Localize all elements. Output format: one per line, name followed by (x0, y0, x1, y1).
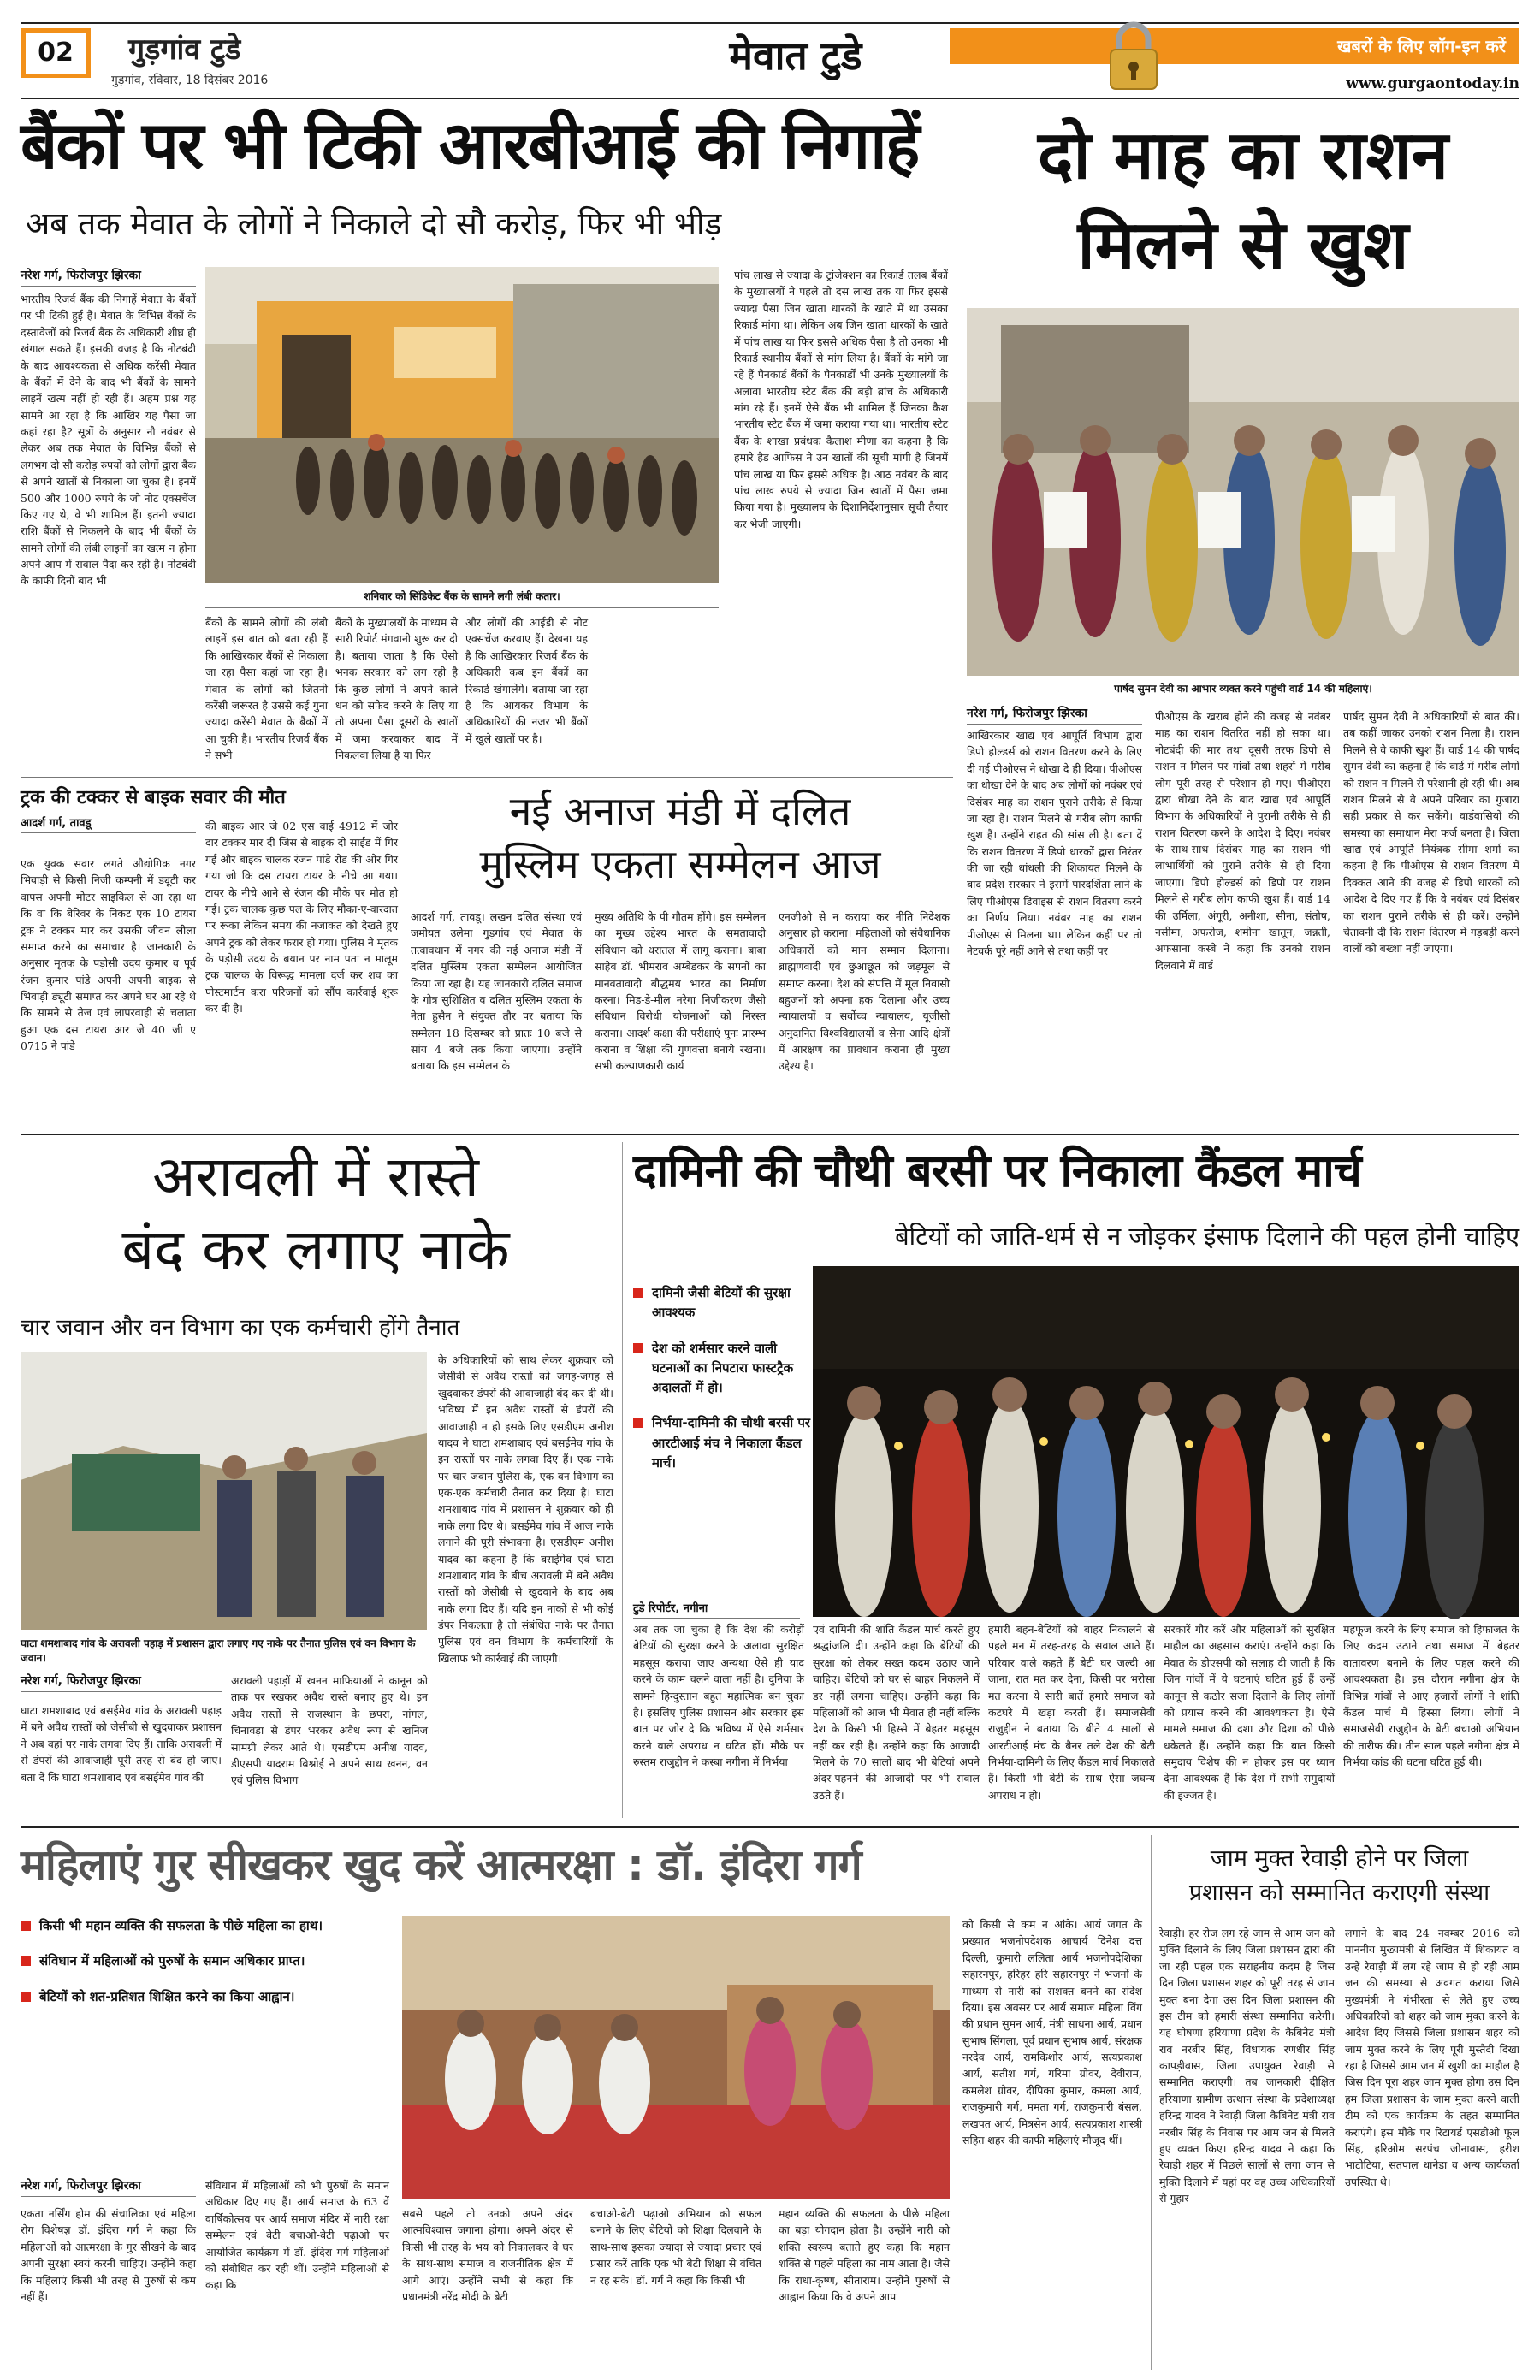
bullet-damini-1 (633, 1283, 813, 1323)
text-damini-col2: एवं दामिनी की शांति कैंडल मार्च करते हुए श्रद्धांजलि दी। उन्होंने कहा कि बेटियों की सुरक्षा को लेकर सख्त कदम उठाए जाने चाहिए। बेटियों को घर से बाहर निकलने में डर नहीं लगना चाहिए। उन्होंने कहा कि महिलाओं को आज भी मेवात ही नहीं बल्कि देश के किसी भी हिस्से में बेहतर महसूस नहीं कर रही है। उन्होंने कहा कि आजादी मिलने के 70 सालों बाद भी बेटियां अपने अंदर-पहनने की आजादी पर भी सवाल उठते हैं। (813, 1623, 980, 1802)
masthead-top-rule (21, 22, 1519, 24)
bullet-indira-1 (21, 1916, 388, 1936)
caption-women-ration: पार्षद सुमन देवी का आभार व्यक्त करने पहुंची वार्ड 14 की महिलाएं। (1114, 683, 1372, 695)
text-rbi-col2: बैंकों के सामने लोगों की लंबी लाइनें इस बात को बता रही हैं कि आखिरकार बैंकों से निकाला जा रहा पैसा कहां जा रहा है। मेवात के लोगों को जितनी करेंसी जरूरत है उससे कई गुना ज्यादा करेंसी मेवात के बैंकों में आ चुकी है। भारतीय रिजर्व बैंक ने सभी (205, 616, 328, 761)
page-number: 02 (26, 33, 86, 74)
text-indira-col1: एकता नर्सिंग होम की संचालिका एवं महिला रोग विशेषज्ञ डॉ. इंदिरा गर्ग ने कहा कि महिलाओं को आत्मरक्षा के गुर सीखने के बाद अपनी सुरक्षा स्वयं करनी चाहिए। उन्होंने कहा कि महिलाएं किसी भी तरह से पुरुषों से कम नहीं हैं। (21, 2207, 196, 2303)
text-rewari-col1: रेवाड़ी। हर रोज लग रहे जाम से आम जन को मुक्ति दिलाने के लिए जिला प्रशासन द्वारा की जा रही पहल एक सराहनीय कदम है जिस दिन जिला प्रशासन शहर को पूरी तरह से जाम मुक्त बना देगा उस दिन जिला प्रशासन की इस टीम को हमारी संस्था सम्मानित करेगी। यह घोषणा हरियाणा प्रदेश के कैबिनेट मंत्री राव नरबीर सिंह, विधायक रणधीर सिंह कापड़ीवास, जिला उपायुक्त रेवाड़ी से सम्मानित कराएगी। तब जानकारी दीक्षित हरियाणा ग्रामीण उत्थान संस्था के प्रदेशाध्यक्ष हरिन्द्र यादव ने रेवाड़ी जिला कैबिनेट मंत्री राव नरबीर सिंह के निवास पर आम जन से मिलते हुए व्यक्त किए। हरिन्द्र यादव ने कहा कि रेवाड़ी शहर में पिछले सालों से लगा जाम से मुक्ति दिलाने में यहां पर वह उच्च अधिकारियों से गुहार (1159, 1927, 1335, 2205)
bullet-damini-1-text: दामिनी जैसी बेटियों की सुरक्षा आवश्यक (652, 1285, 791, 1321)
headline-rbi: बैंकों पर भी टिकी आरबीआई की निगाहें (21, 107, 919, 183)
headline-truck: ट्रक की टक्कर से बाइक सवार की मौत (21, 787, 286, 808)
headline-indira: महिलाएं गुर सीखकर खुद करें आत्मरक्षा : डॉ. इंदिरा गर्ग (21, 1840, 862, 1890)
login-text[interactable]: खबरों के लिए लॉग-इन करें (1337, 36, 1506, 56)
photo-bank-queue (205, 267, 719, 583)
caption-bank-queue: शनिवार को सिंडिकेट बैंक के सामने लगी लंबी कतार। (364, 590, 560, 602)
divider-h1 (21, 777, 953, 778)
bullet-indira-3 (21, 1987, 388, 2007)
bullet-square-icon (21, 1921, 31, 1931)
headline-dalit-1: नई अनाज मंडी में दलित (509, 788, 851, 834)
divider-h3 (21, 1826, 1519, 1828)
text-rbi-col4: और लोगों की आईडी से नोट एक्सचेंज करवाए हैं। देखना यह है कि आखिरकार रिजर्व बैंक के अधिकारी कब इन बैंकों का रिकार्ड खंगालेंगे। बताया जा रहा है कि आयकर विभाग के अधिकारियों की नजर भी बैंकों में खुले खातों पर है। (465, 616, 588, 745)
headline-dalit-2: मुस्लिम एकता सम्मेलन आज (479, 841, 881, 887)
subhead-damini: बेटियों को जाति-धर्म से न जोड़कर इंसाफ दिलाने की पहल होनी चाहिए (895, 1222, 1519, 1251)
bullet-indira-3-text: बेटियों को शत-प्रतिशत शिक्षित करने का किया आह्वान। (39, 1988, 295, 2004)
bullet-damini-2 (633, 1339, 813, 1399)
byline-aravali: नरेश गर्ग, फिरोजपुर झिरका (21, 1673, 222, 1692)
text-damini-col5: महफूज करने के लिए समाज को हिफाजत के लिए कदम उठाने तथा समाज में बेहतर वातावरण बनाने के लिए पहल करने की आवश्यकता है। इस दौरान नगीना क्षेत्र के विभिन्न गांवों से आए हजारों लोगों ने शांति कैंडल मार्च में हिस्सा लिया। लोगों ने समाजसेवी राजुद्दीन के बेटी बचाओ अभियान की तारीफ की। तीन साल पहले नगीना क्षेत्र में निर्भया कांड की घटना घटित हुई थी। (1343, 1623, 1519, 1768)
bullet-square-icon (21, 1956, 31, 1966)
byline-truck: आदर्श गर्ग, तावडू (21, 814, 196, 833)
byline-indira: नरेश गर्ग, फिरोजपुर झिरका (21, 2177, 196, 2197)
paper-name: गुड़गांव टुडे (128, 33, 241, 67)
photo-arya-samaj-event (402, 1916, 950, 2199)
bullet-indira-1-text: किसी भी महान व्यक्ति की सफलता के पीछे महिला का हाथ। (39, 1918, 323, 1933)
bullet-damini-3 (633, 1413, 813, 1473)
text-ration-col3: पार्षद सुमन देवी ने अधिकारियों से बात की। तब कहीं जाकर उनको राशन मिला है। राशन मिलने से वे काफी खुश हैं। वार्ड 14 की पार्षद सुमन देवी का कहना है कि वार्ड में गरीब लोगों को राशन न मिलने से परेशानी हो रही थी। अब राशन मिलने से वे अपने परिवार का गुजारा सही प्रकार से कर सकेंगे। वार्डवासियों की समस्या का समाधान मेरा फर्ज बनता है। जिला खाद्य एवं आपूर्ति नियंत्रक सीमा शर्मा का कहना है कि पीओएस से राशन वितरण में दिक्कत आने की वजह से डिपो धारकों को आदेश दे दिए गए हैं कि वे नवंबर एवं दिसंबर का राशन पुराने तरीके से ही करें। उन्होंने चेतावनी दी कि राशन वितरण में गड़बड़ी करने वालों को बख्शा नहीं जाएगा। (1343, 710, 1519, 956)
bullet-indira-2 (21, 1951, 388, 1971)
caption-aravali: घाटा शमशाबाद गांव के अरावली पहाड़ में प्रशासन द्वारा लगाए गए नाके पर तैनात पुलिस एवं वन विभाग के जवान। (21, 1637, 416, 1664)
text-indira-col5: महान व्यक्ति की सफलता के पीछे महिला का बड़ा योगदान होता है। उन्होंने नारी को शक्ति स्वरूप बताते हुए कहा कि महान शक्ति से पहले महिला का नाम आता है। जैसे कि राधा-कृष्ण, सीताराम। उन्होंने पुरुषों से आह्वान किया कि वे अपने आप (779, 2207, 950, 2303)
bullet-square-icon (21, 1992, 31, 2002)
headline-rewari-2: प्रशासन को सम्मानित कराएगी संस्था (1188, 1880, 1490, 1906)
photo-aravali-checkpost (21, 1352, 427, 1630)
masthead-bottom-rule (21, 98, 1519, 99)
text-rbi-col1: भारतीय रिजर्व बैंक की निगाहें मेवात के बैंकों पर भी टिकी हुई हैं। मेवात के विभिन्न बैंकों के दस्तावेजों को रिजर्व बैंक के अधिकारी शीघ्र ही खंगाल सकते हैं। इसकी वजह है कि नोटबंदी के बाद आवश्यकता से अधिक करेंसी मेवात के बैंकों में देने के बाद भी बैंकों के सामने लाइनें खत्म नहीं हो रही हैं। अहम प्रश्न यह सामने आ रहा है कि आखिर यह पैसा जा कहां रहा है? सूत्रों के अनुसार नौ नवंबर से लेकर अब तक मेवात के विभिन्न बैंकों से लगभग दो सौ करोड़ रुपयों को लोगों द्वारा बैंक से अपने खातों से निकाला जा चुका है। इनमें 500 और 1000 रुपये के जो नोट एक्सचेंज किए गए थे, वे भी शामिल हैं। इतनी ज्यादा राशि बैंकों से निकलने के बाद भी बैंकों के सामने लोगों की लंबी लाइनों का खत्म न होना अपने आप में सवाल पैदा कर रही है। नोटबंदी के काफी दिनों बाद भी (21, 293, 196, 588)
photo-women-ration (967, 308, 1519, 676)
divider-v2 (622, 1142, 623, 1818)
subhead-rbi: अब तक मेवात के लोगों ने निकाले दो सौ करोड़, फिर भी भीड़ (26, 205, 722, 242)
damini-bullets (633, 1283, 813, 1473)
divider-h2 (21, 1134, 1519, 1135)
text-rbi-col3: बैंकों के मुख्यालयों के माध्यम से सारी रिपोर्ट मंगवानी शुरू कर दी है। बताया जाता है कि ऐसी भनक सरकार को लग रही है कि कुछ लोगों ने अपने काले धन को सफेद करने के लिए या तो अपना पैसा दूसरों के खातों में जमा करवाकर बाद में निकलवा लिया है या फिर (335, 616, 458, 761)
bullet-damini-2-text: देश को शर्मसार करने वाली घटनाओं का निपटारा फास्टट्रैक अदालतों में हो। (652, 1340, 794, 1395)
text-ration-col2: पीओएस के खराब होने की वजह से नवंबर माह का राशन वितरित नहीं हो सका था। नोटबंदी की मार तथा दूसरी तरफ डिपो से राशन न मिलने पर गांवों तथा शहरों में गरीब लोग पूरी तरह से परेशान हो गए। पीओएस द्वारा धोखा देने के बाद खाद्य एवं आपूर्ति विभाग के अधिकारियों ने पुरानी तरीके से ही राशन वितरण करने के आदेश दे दिए। नवंबर के साथ-साथ दिसंबर माह का राशन भी लाभार्थियों को पुराने तरीके से ही दिया जाएगा। डिपो होल्डर्स को डिपो पर राशन मिलने से गरीब लोग काफी खुश हैं। वार्ड 14 की उर्मिला, अंगूरी, अनीशा, सीना, संतोष, नसीमा, अफरोज, शमीना खातून, जन्नती, अफसाना कस्बे ने कहा कि उनको राशन दिलवाने में वार्ड (1155, 710, 1330, 972)
text-dalit-col3: एनजीओ से न कराया कर नीति निदेशक अनुसार हो कराना। महिलाओं को संवैधानिक अधिकारों को मान सम्मान दिलाना। ब्राह्मणवादी एवं छुआछूत को जड़मूल से समाप्त करना। देश को संपत्ति में मूल निवासी बहुजनों को अपना हक दिलाना और उच्च न्यायालयों व सर्वोच्च न्यायालय, यूजीसी अनुदानित विश्वविद्यालयों व सेना आदि क्षेत्रों में आरक्षण का प्रावधान कराना ही मुख्य उद्देश्य है। (779, 910, 950, 1073)
headline-ration-1: दो माह का राशन (1038, 117, 1448, 194)
lock-icon (1104, 19, 1164, 96)
text-damini-col1: अब तक जा चुका है कि देश की करोड़ों बेटियों की सुरक्षा करने के अलावा सुरक्षित महसूस कराया जाए अन्यथा ऐसे ही याद करने के काम चलने वाला नहीं है। दुनिया के सामने हिन्दुस्तान बहुत महात्मिक बन चुका है। इसलिए पुलिस प्रशासन और सरकार इस बात पर जोर दे कि भविष्य में ऐसे शर्मसार करने वाले अपराध न घटित हों। मौके पर रुस्तम राजुद्दीन ने कस्बा नगीना में निर्भया (633, 1623, 804, 1768)
text-rewari-col2: लगाने के बाद 24 नवम्बर 2016 को माननीय मुख्यमंत्री से लिखित में शिकायत व उन्हें रेवाड़ी में लग रहे जाम से हो रही आम जन की समस्या से अवगत कराया जिसे मुख्यमंत्री ने गंभीरता से लेते हुए उच्च अधिकारियों को शहर को जाम मुक्त करने के आदेश दिए जिससे जिला प्रशासन शहर को जाम मुक्त करने के लिए पूरी मुस्तैदी दिखा रहा है जिससे आम जन में खुशी का माहौल है जिस दिन पूरा शहर जाम मुक्त होगा उस दिन हम जिला प्रशासन के जाम मुक्त करने वाली टीम को एक कार्यक्रम के तहत सम्मानित कराएंगे। इस मौके पर रिटायर्ड एसडीओ फूल सिंह, हरिओम सरपंच जोनावास, हरीश भाटोटिया, सतपाल धानेडा व अन्य कार्यकर्ता उपस्थित थे। (1345, 1927, 1519, 2188)
byline-ration: नरेश गर्ग, फिरोजपुर झिरका (967, 705, 1142, 725)
headline-aravali-2: बंद कर लगाए नाके (121, 1217, 510, 1282)
headline-aravali-1: अरावली में रास्ते (152, 1144, 479, 1210)
text-indira-col3: सबसे पहले तो उनको अपने अंदर आत्मविश्वास जगाना होगा। अपने अंदर से किसी भी तरह के भय को निकालकर वे घर के साथ-साथ समाज व राजनीतिक क्षेत्र में आगे आएं। उन्होंने सभी से कहा कि प्रधानमंत्री नरेंद्र मोदी के बेटी (402, 2207, 573, 2303)
text-truck-col2: की बाइक आर जे 02 एस वाई 4912 में जोर दार टक्कर मार दी जिस से बाइक दो साईड में गिर गई और बाइक चालक रंजन पांडे रोड की ओर गिर गया जो कि दस टायरा टायर के नीचे आ गया। टायर के नीचे आने से रंजन की मौके पर मोत हो गई। ट्रक चालक कुछ पल के लिए मौका-ए-वारदात पर रूका लेकिन समय की नजाकत को देखते हुए अपने ट्रक को लेकर फरार हो गया। पुलिस ने मृतक के पड़ोसी उदय के बयान पर नाम पता न मालूम ट्रक चालक के विरूद्ध मामला दर्ज कर शव का पोस्टमार्टम करा परिजनों को सौंप कार्रवाई शुरू कर दी है। (205, 820, 398, 1015)
headline-rewari-1: जाम मुक्त रेवाड़ी होने पर जिला (1210, 1845, 1469, 1872)
text-dalit-col2: मुख्य अतिथि के पी गौतम होंगे। इस सम्मेलन का मुख्य उद्देश्य भारत के समतावादी संविधान को धरातल में लागू कराना। बाबा साहेब डॉ. भीमराव अम्बेडकर के सपनों का मानवतावादी बौद्धमय भारत का निर्माण करना। मिड-डे-मील नरेगा निजीकरण जैसी संविधान विरोधी योजनाओं को निरस्त कराना। आदर्श कक्षा की परीक्षाएं पुनः प्रारम्भ कराना व शिक्षा की गुणवत्ता बनाये रखना। सभी कल्याणकारी कार्य (595, 910, 766, 1073)
headline-ration-2: मिलने से खुश (1077, 207, 1409, 284)
text-damini-col4: सरकारें गौर करें और महिलाओं को सुरक्षित माहौल का अहसास कराएं। उन्होंने कहा कि मेवात के डीएसपी को सलाह दी जाती है कि जिन गांवों में ये घटनाएं घटित हुई हैं उन्हें कानून से कठोर सजा दिलाने के लिए लोगों को प्रयास करने की आवश्यकता है। ऐसे मामले समाज की दशा और दिशा को पीछे धकेलते हैं। उन्होंने कहा कि बात किसी समुदाय विशेष की न होकर इस पर ध्यान देना आवश्यक है कि देश में सभी समुदायों की इज्जत है। (1164, 1623, 1335, 1802)
text-aravali-col1: घाटा शमशाबाद एवं बसईमेव गांव के अरावली पहाड़ में बने अवैध रास्तों को जेसीबी से खुदवाकर प्रशासन ने अब वहां पर नाके लगवा दिए हैं। ताकि अरावली में से डंपरों की आवाजाही पूरी तरह से बंद हो जाए। बता दें कि घाटा शमशाबाद एवं बसईमेव गांव की (21, 1704, 222, 1784)
bullet-square-icon (633, 1343, 643, 1353)
text-ration-col1: आखिरकार खाद्य एवं आपूर्ति विभाग द्वारा डिपो होल्डर्स को राशन वितरण करने के लिए दी गई पीओएस ने धोखा दे ही दिया। पीओएस का धोखा देने के बाद अब लोगों को नवंबर एवं दिसंबर माह का राशन पुराने तरीके से किया जा रहा है। राशन मिलने से गरीब लोग काफी खुश हैं। उन्होंने राहत की सांस ली है। बता दें कि राशन वितरण में डिपो धारकों द्वारा निरंतर की जा रही धांधली की शिकायत मिलने के बाद प्रदेश सरकार ने इसमें पारदर्शिता लाने के लिए पीओएस डिवाइस से राशन वितरण करने का निर्णय लिया। नवंबर माह का राशन पीओएस से मिलना था। लेकिन कहीं पर तो नेटवर्क पूरे नहीं आने से तथा कहीं पर (967, 729, 1142, 957)
bullet-square-icon (633, 1418, 643, 1428)
byline-rbi: नरेश गर्ग, फिरोजपुर झिरका (21, 267, 196, 287)
bullet-indira-2-text: संविधान में महिलाओं को पुरुषों के समान अधिकार प्राप्त। (39, 1953, 305, 1969)
text-indira-col4: बचाओ-बेटी पढ़ाओ अभियान को सफल बनाने के लिए बेटियों को शिक्षा दिलवाने के साथ-साथ इसका ज्यादा से ज्यादा प्रचार एवं प्रसार करें ताकि एक भी बेटी शिक्षा से वंचित न रह सके। डॉ. गर्ग ने कहा कि किसी भी (590, 2207, 761, 2287)
caption-rule-1 (205, 607, 719, 608)
text-rbi-col5: पांच लाख से ज्यादा के ट्रांजेक्शन का रिकार्ड तलब बैंकों के मुख्यालयों ने पहले तो दस लाख तक या फिर इससे ज्यादा पैसा जिन खाता धारकों के खाते में था उसका रिकार्ड मांगा था। लेकिन अब जिन खाता धारकों के खाते में पांच लाख या फिर इससे अधिक पैसा है तो उनका भी रिकार्ड स्थानीय बैंकों से मांग लिया है। बैंकों के मांगे जा रहे हैं पैनकार्ड बैंकों के पैनकार्डों भी उनके मुख्यालयों के अलावा भारतीय स्टेट बैंक की बड़ी ब्रांच के अधिकारी मांग रहे हैं। इनमें ऐसे बैंक भी शामिल हैं जिनका कैश भारतीय स्टेट बैंक में जमा कराया गया था। भारतीय स्टेट बैंक के शाखा प्रबंधक कैलाश मीणा का कहना है कि हमारे हैड आफिस ने उन खातों की सूची मांगी है जिनमें पांच लाख या फिर इससे अधिक है। आठ नवंबर के बाद पांच लाख रुपये से ज्यादा जिन खातों में पैसा जमा किया गया है। मुख्यालय के दिशानिर्देशानुसार सूची तैयार कर भेजी जाएगी। (734, 269, 948, 530)
headline-damini: दामिनी की चौथी बरसी पर निकाला कैंडल मार्च (633, 1146, 1361, 1197)
indira-bullets (21, 1916, 388, 2007)
section-name: मेवात टुडे (729, 33, 862, 79)
date-line: गुड़गांव, रविवार, 18 दिसंबर 2016 (111, 74, 269, 87)
text-aravali-right: के अधिकारियों को साथ लेकर शुक्रवार को जेसीबी से अवैध रास्तों को जगह-जगह से खुदवाकर डंपरों की आवाजाही बंद कर दी थी। भविष्य में इन अवैध रास्तों से डंपरों की आवाजाही न हो इसके लिए एसडीएम अनीश यादव ने घाटा शमशाबाद एवं बसईमेव गांव के इन रास्तों पर नाके लगवा दिए हैं। एक नाके पर चार जवान पुलिस के, एक वन विभाग का एक-एक कर्मचारी तैनात कर दिया है। घाटा शमशाबाद गांव में प्रशासन ने शुक्रवार को ही नाके लगा दिए थे। बसईमेव गांव में आज नाके लगाने की पूरी संभावना है। एसडीएम अनीश यादव का कहना है कि बसईमेव एवं घाटा शमशाबाद गांव के बीच अरावली में बने अवैध रास्तों को जेसीबी से खुदवाने के बाद अब नाके लगा दिए हैं। यदि इन नाकों से भी कोई डंपर निकलता है तो संबंधित नाके पर तैनात पुलिस एवं वन विभाग के कर्मचारियों के खिलाफ भी कार्रवाई की जाएगी। (438, 1353, 613, 1665)
byline-damini: टुडे रिपोर्टर, नगीना (633, 1600, 800, 1619)
text-dalit-col1: आदर्श गर्ग, तावडू। लखन दलित संस्था एवं जमीयत उलेमा गुड़गांव एवं मेवात के तत्वावधान में नगर की नई अनाज मंडी में दलित मुस्लिम एकता सम्मेलन आयोजित किया जा रहा है। यह जानकारी दलित समाज के गोत्र सुशिक्षित व दलित मुस्लिम एकता के नेता हुसैन ने संयुक्त तौर पर बताया कि सम्मेलन 18 दिसम्बर को प्रातः 10 बजे से सांय 4 बजे तक किया जाएगा। उन्होंने बताया कि इस सम्मेलन के (411, 910, 582, 1073)
masthead (0, 0, 1540, 101)
text-indira-col2: संविधान में महिलाओं को भी पुरुषों के समान अधिकार दिए गए हैं। आर्य समाज के 63 वें वार्षिकोत्सव पर आर्य समाज मंदिर में नारी रक्षा सम्मेलन एवं बेटी बचाओ-बेटी पढ़ाओ पर आयोजित कार्यक्रम में डॉ. इंदिरा गर्ग महिलाओं को संबोधित कर रही थीं। उन्होंने महिलाओं से कहा कि (205, 2179, 389, 2292)
text-damini-col3: हमारी बहन-बेटियों को बाहर निकालने से पहले मन में तरह-तरह के सवाल आते हैं। परिवार वाले कहते हैं बेटी घर जल्दी आ जाना, रात मत कर देना, किसी पर भरोसा मत करना ये सारी बातें हमारे समाज को कटघरे में खड़ा करती हैं। समाजसेवी राजुद्दीन ने बताया कि बीते 4 सालों से आरटीआई मंच के बैनर तले देश की बेटी निर्भया-दामिनी के लिए कैंडल मार्च निकालते हैं। किसी भी बेटी के साथ ऐसा जघन्य अपराध न हो। (988, 1623, 1155, 1802)
text-truck-col1: एक युवक सवार लगते औद्योगिक नगर भिवाड़ी से किसी निजी कम्पनी में ड्यूटी कर वापस अपनी मोटर साइकिल से आ रहा था कि वा कि बेरिवर के निकट एक 10 टायरा ट्रक ने टक्कर मार कर उसकी जीवन लीला समाप्त करने का समाचार है। जानकारी के अनुसार मृतक के पड़ोसी उदय कुमार व पूर्व रंजन कुमार पांडे अपनी अपनी बाइक से भिवाड़ी ड्यूटी समाप्त कर अपने घर आ रहे थे कि सामने से तेज एवं लापरवाही से चलाता हुआ एक दस टायरा आर जे 40 जी ए 0715 ने पांडे (21, 857, 196, 1053)
text-aravali-col2: अरावली पहाड़ों में खनन माफियाओं ने कानून को ताक पर रखकर अवैध रास्ते बनाए हुए थे। इन अवैध रास्तों से राजस्थान के छपरा, नांगल, चिनावड़ा से डंपर भरकर अवैध रूप से खनिज सामग्री लेकर आते थे। एसडीएम अनीश यादव, डीएसपी यादराम बिश्नोई ने अपने साथ खनन, वन एवं पुलिस विभाग (231, 1674, 428, 1787)
divider-v3 (1151, 1835, 1152, 2370)
photo-candle-march (813, 1266, 1519, 1617)
bullet-square-icon (633, 1288, 643, 1298)
subhead-aravali: चार जवान और वन विभाग का एक कर्मचारी होंगे तैनात (21, 1305, 611, 1341)
website-link[interactable]: www.gurgaontoday.in (1346, 75, 1519, 92)
bullet-damini-3-text: निर्भया-दामिनी की चौथी बरसी पर आरटीआई मंच ने निकाला कैंडल मार्च। (652, 1415, 811, 1471)
text-indira-col6: को किसी से कम न आंके। आर्य जगत के प्रख्यात भजनोपदेशक आचार्य दिनेश दत्त दिल्ली, कुमारी ललिता आर्य भजनोपदेशिका सहारनपुर, हरिहर हरि सहारनपुर ने भजनों के माध्यम से नारी को सशक्त बनने का संदेश दिया। इस अवसर पर आर्य समाज महिला विंग की प्रधान सुमन आर्य, मंत्री साधना आर्य, प्रधान सुभाष सिंगला, पूर्व प्रधान सुभाष आर्य, संरक्षक नरदेव आर्य, रामकिशोर आर्य, सत्यप्रकाश आर्य, सतीश गर्ग, गरिमा ग्रोवर, देवीराम, कमलेश ग्रोवर, दीपिका कुमार, कमला आर्य, राजकुमारी गर्ग, ममता गर्ग, राजकुमारी बंसल, लखपत आर्य, मित्रसेन आर्य, सत्यप्रकाश शास्त्री सहित शहर की काफी महिलाएं मौजूद थीं। (962, 1918, 1142, 2146)
